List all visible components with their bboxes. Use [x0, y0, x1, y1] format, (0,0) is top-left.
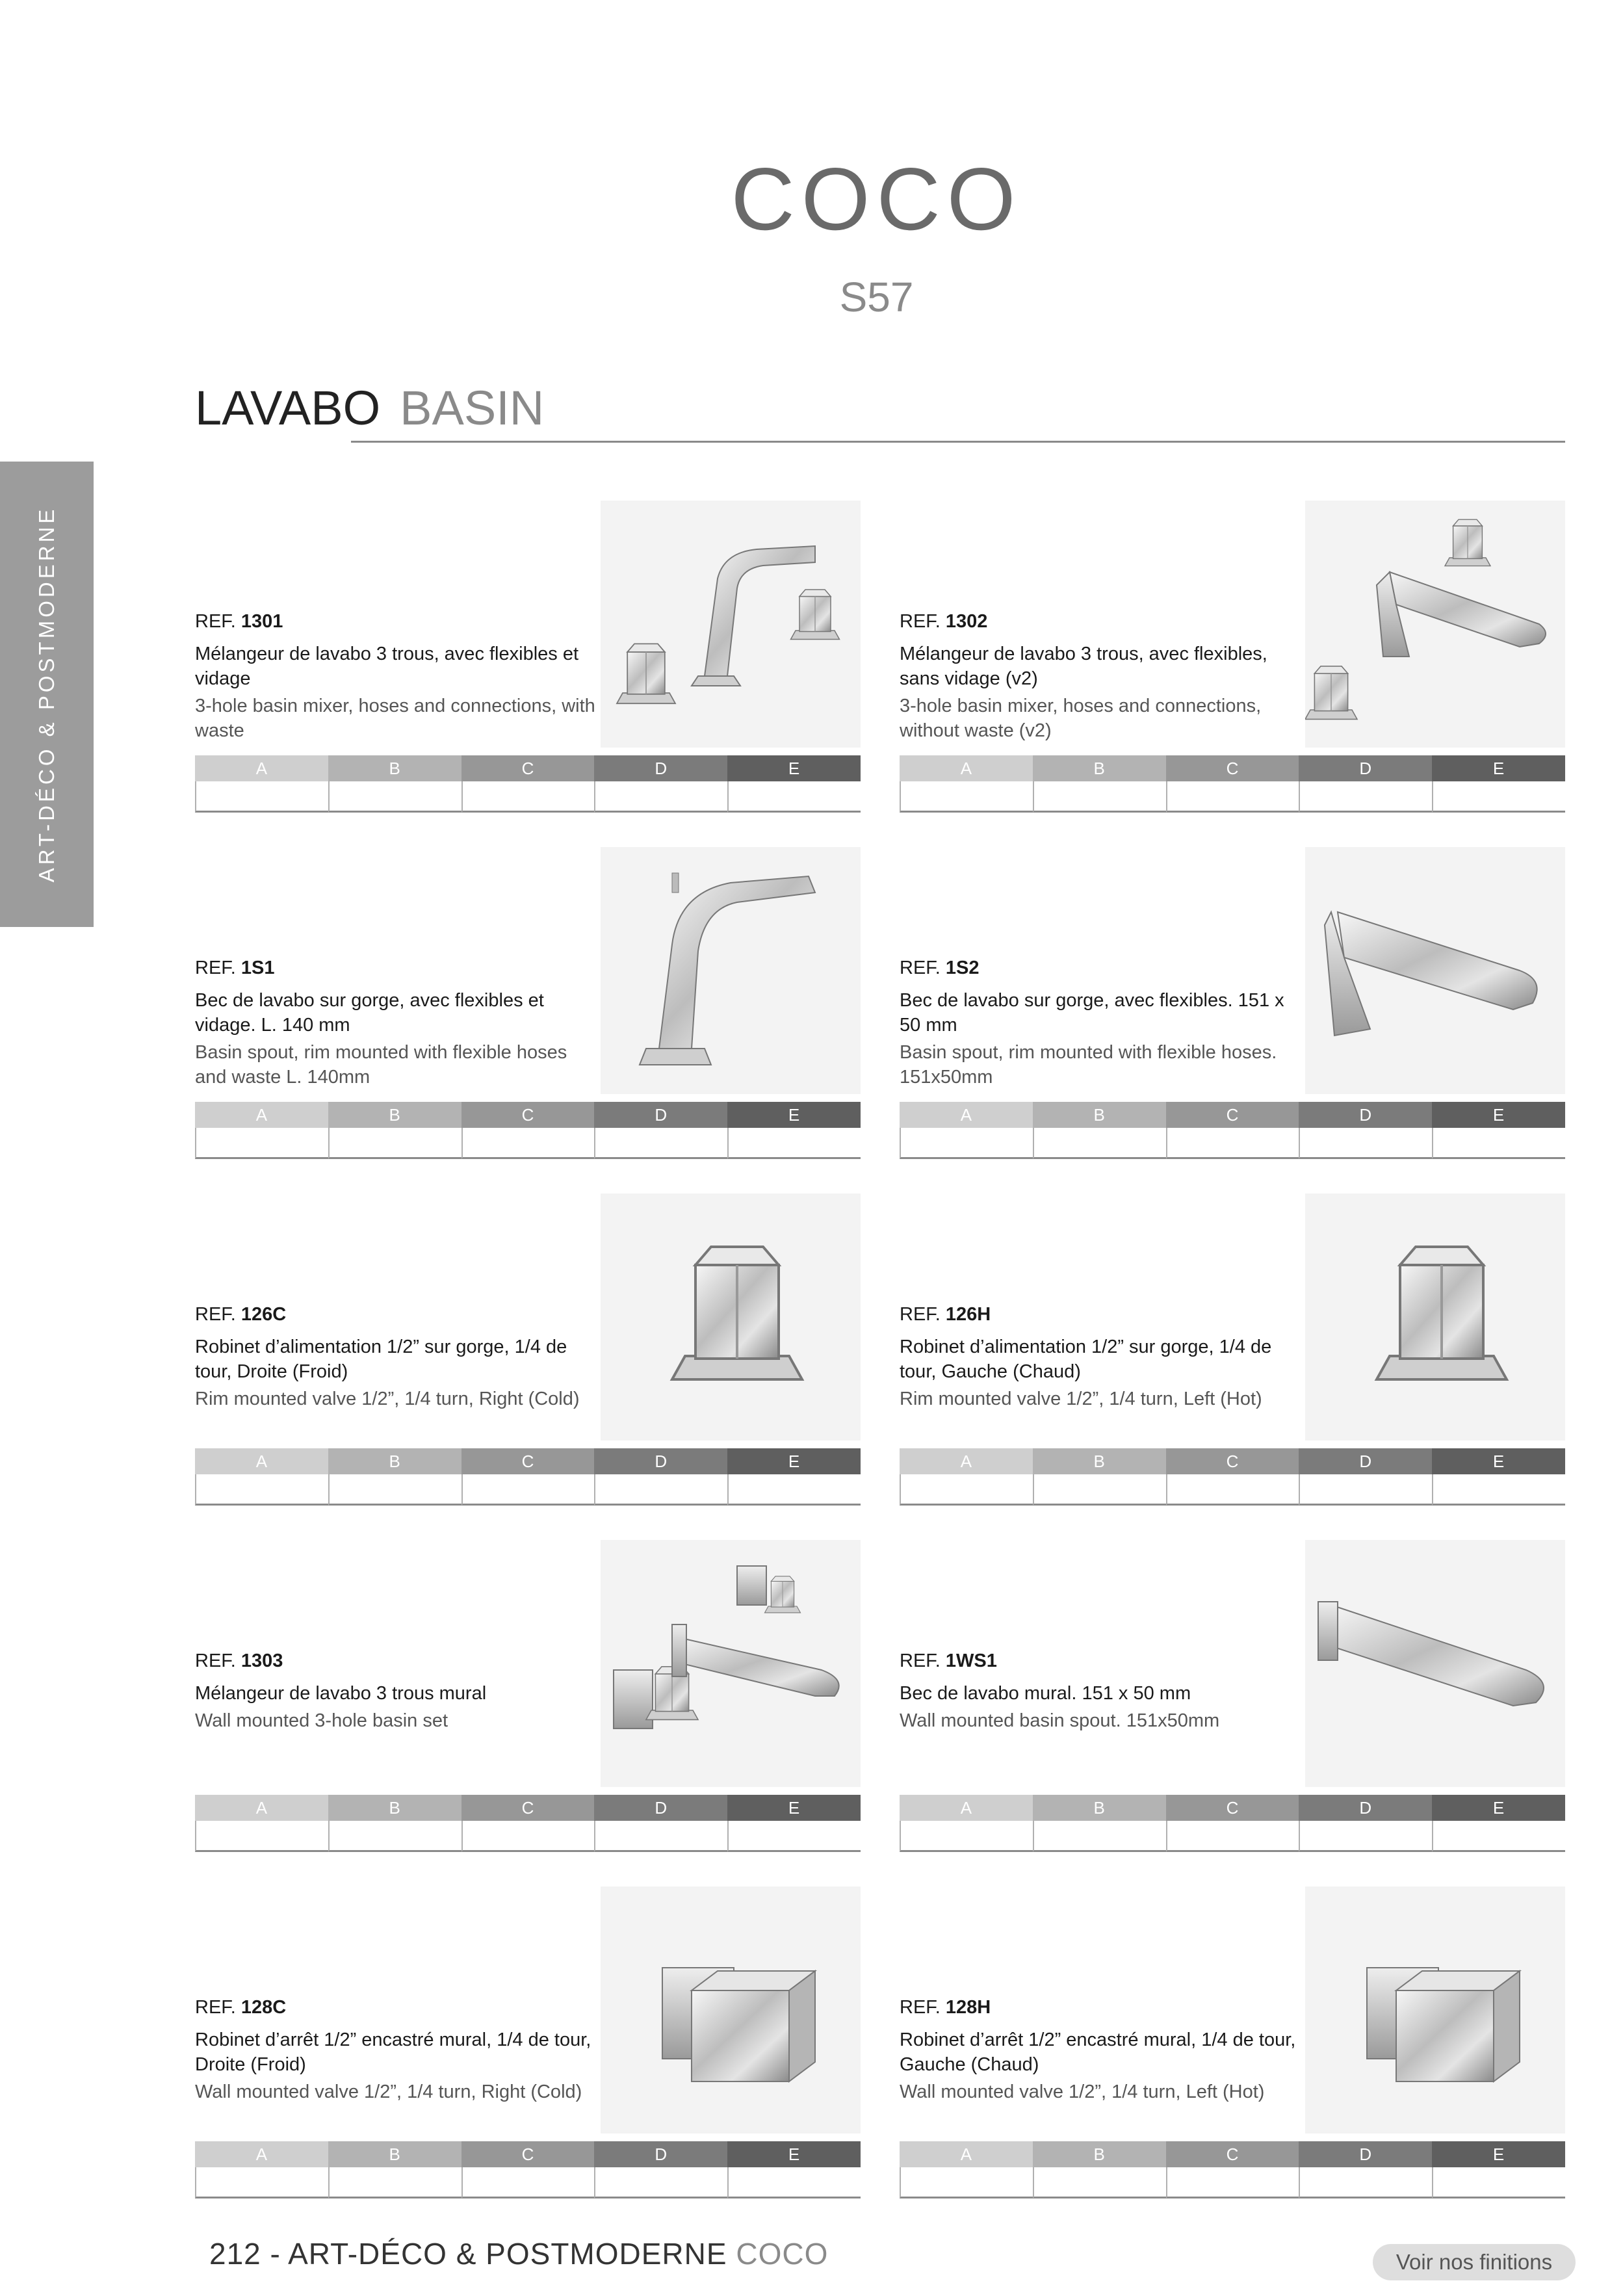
- rim-valve-image: [1305, 1194, 1565, 1441]
- ref-code: 126C: [240, 1304, 287, 1325]
- product-card-1s1: [195, 847, 861, 1159]
- finish-column-c: [461, 755, 595, 813]
- finish-column-d: [594, 1102, 727, 1159]
- finish-column-a: [900, 2141, 1033, 2198]
- product-card-1302: [900, 501, 1565, 813]
- product-text: [195, 958, 598, 1089]
- finish-cell-e: [727, 1821, 861, 1852]
- finish-column-c: [1166, 1795, 1299, 1852]
- finish-column-d: [1299, 1102, 1432, 1159]
- finish-header-a: A: [900, 2141, 1033, 2167]
- rim-valve-illustration: [1305, 1194, 1565, 1441]
- finish-column-c: [461, 2141, 595, 2198]
- product-description-fr: Robinet d’alimentation 1/2” sur gorge, 1/4 de tour, Gauche (Chaud): [900, 1337, 1272, 1382]
- finish-column-e: [727, 1102, 861, 1159]
- finish-table: [195, 2141, 861, 2198]
- finish-cell-b: [1033, 1128, 1166, 1159]
- finish-column-b: [1033, 1795, 1166, 1852]
- finish-column-b: [328, 755, 461, 813]
- finish-column-d: [594, 1795, 727, 1852]
- finish-header-b: B: [328, 755, 461, 781]
- finish-header-b: B: [1033, 1448, 1166, 1474]
- section-title-fr: LAVABO: [195, 381, 381, 435]
- finish-cell-c: [1166, 781, 1299, 813]
- finish-header-e: E: [727, 1448, 861, 1474]
- finish-column-e: [727, 1795, 861, 1852]
- side-category-tab: [0, 462, 94, 927]
- finish-header-a: A: [195, 755, 328, 781]
- finish-header-e: E: [1432, 1795, 1565, 1821]
- finish-column-a: [195, 1448, 328, 1506]
- finish-cell-a: [195, 781, 328, 813]
- finish-header-a: A: [195, 1448, 328, 1474]
- product-description-fr: Mélangeur de lavabo 3 trous mural: [195, 1683, 487, 1704]
- product-text: [195, 611, 598, 743]
- product-description-en: 3-hole basin mixer, hoses and connections, with waste: [195, 696, 595, 741]
- footer-collection: COCO: [736, 2237, 829, 2271]
- finish-cell-d: [1299, 2167, 1432, 2198]
- product-description-fr: Robinet d’alimentation 1/2” sur gorge, 1/4 de tour, Droite (Froid): [195, 1337, 567, 1382]
- finish-cell-a: [195, 2167, 328, 2198]
- ref-prefix: REF.: [195, 1997, 241, 2018]
- finish-column-b: [328, 2141, 461, 2198]
- finish-cell-b: [328, 1821, 461, 1852]
- section-title: [195, 380, 544, 436]
- finish-cell-e: [1432, 1821, 1565, 1852]
- product-card-1301: [195, 501, 861, 813]
- finish-header-d: D: [1299, 755, 1432, 781]
- finish-cell-c: [1166, 2167, 1299, 2198]
- finish-cell-a: [195, 1128, 328, 1159]
- finish-cell-c: [1166, 1821, 1299, 1852]
- finish-header-e: E: [1432, 2141, 1565, 2167]
- see-finishes-button[interactable]: Voir nos finitions: [1373, 2244, 1576, 2280]
- three-hole-mixer-image: [601, 501, 861, 748]
- finish-column-a: [900, 1795, 1033, 1852]
- finish-header-b: B: [328, 2141, 461, 2167]
- finish-column-c: [461, 1448, 595, 1506]
- finish-header-b: B: [1033, 1795, 1166, 1821]
- finish-cell-b: [1033, 2167, 1166, 2198]
- series-code: S57: [839, 274, 914, 320]
- finish-header-b: B: [1033, 755, 1166, 781]
- product-card-1s2: [900, 847, 1565, 1159]
- finish-header-c: C: [461, 2141, 595, 2167]
- finish-column-c: [461, 1795, 595, 1852]
- finish-header-e: E: [727, 1795, 861, 1821]
- ref-prefix: REF.: [195, 958, 241, 978]
- wall-valve-illustration: [601, 1886, 861, 2133]
- finish-header-a: A: [900, 1448, 1033, 1474]
- product-ref: [900, 1997, 1303, 2018]
- footer-separator: -: [261, 2237, 289, 2271]
- finish-cell-a: [900, 1821, 1033, 1852]
- finish-header-a: A: [195, 2141, 328, 2167]
- ref-prefix: REF.: [900, 1304, 946, 1325]
- flat-spout-image: [1305, 847, 1565, 1094]
- finish-cell-e: [1432, 781, 1565, 813]
- finish-column-e: [727, 2141, 861, 2198]
- product-description-en: Rim mounted valve 1/2”, 1/4 turn, Right (Cold): [195, 1389, 580, 1409]
- finish-cell-b: [1033, 1474, 1166, 1506]
- finish-column-e: [1432, 1102, 1565, 1159]
- finish-cell-d: [1299, 781, 1432, 813]
- finish-column-b: [328, 1102, 461, 1159]
- finish-header-d: D: [1299, 1795, 1432, 1821]
- flat-spout-illustration: [1305, 847, 1565, 1094]
- finish-cell-b: [328, 2167, 461, 2198]
- finish-header-d: D: [1299, 1102, 1432, 1128]
- product-card-126h: [900, 1194, 1565, 1506]
- ref-prefix: REF.: [900, 958, 946, 978]
- finish-cell-d: [594, 1821, 727, 1852]
- wall-valve-image: [1305, 1886, 1565, 2133]
- finish-column-a: [900, 1102, 1033, 1159]
- brand-title: COCO: [731, 150, 1022, 248]
- finish-header-b: B: [1033, 2141, 1166, 2167]
- product-description-fr: Mélangeur de lavabo 3 trous, avec flexibles et vidage: [195, 644, 579, 689]
- ref-code: 128C: [240, 1997, 287, 2018]
- product-description-en: Wall mounted valve 1/2”, 1/4 turn, Right (Cold): [195, 2081, 582, 2102]
- product-card-128h: [900, 1886, 1565, 2198]
- finish-cell-d: [594, 781, 727, 813]
- ref-prefix: REF.: [900, 1650, 946, 1671]
- product-ref: [195, 611, 598, 633]
- finish-cell-c: [461, 781, 595, 813]
- finish-table: [900, 755, 1565, 813]
- three-hole-mixer-flat-illustration: [1305, 501, 1565, 748]
- finish-table: [900, 1795, 1565, 1852]
- finish-cell-b: [1033, 781, 1166, 813]
- finish-header-b: B: [328, 1448, 461, 1474]
- finish-header-e: E: [727, 1102, 861, 1128]
- finish-cell-e: [727, 2167, 861, 2198]
- finish-cell-a: [900, 1128, 1033, 1159]
- finish-column-a: [195, 1102, 328, 1159]
- finish-header-d: D: [1299, 2141, 1432, 2167]
- ref-prefix: REF.: [900, 1997, 946, 2018]
- finish-header-d: D: [594, 755, 727, 781]
- finish-cell-e: [727, 1128, 861, 1159]
- finish-header-d: D: [1299, 1448, 1432, 1474]
- side-category-label: ART-DÉCO & POSTMODERNE: [34, 506, 58, 883]
- product-text: [900, 1997, 1303, 2104]
- finish-cell-e: [1432, 1128, 1565, 1159]
- finish-header-c: C: [1166, 1448, 1299, 1474]
- finish-column-b: [1033, 1448, 1166, 1506]
- three-hole-mixer-illustration: [601, 501, 861, 748]
- product-description-en: Wall mounted basin spout. 151x50mm: [900, 1710, 1220, 1731]
- arched-spout-image: [601, 847, 861, 1094]
- three-hole-mixer-flat-image: [1305, 501, 1565, 748]
- finish-cell-c: [461, 1821, 595, 1852]
- ref-code: 126H: [945, 1304, 991, 1325]
- product-text: [900, 611, 1303, 743]
- product-description-fr: Bec de lavabo sur gorge, avec flexibles. 151 x 50 mm: [900, 990, 1284, 1036]
- finish-column-d: [1299, 1795, 1432, 1852]
- finish-column-a: [195, 1795, 328, 1852]
- ref-prefix: REF.: [195, 1304, 241, 1325]
- finish-header-e: E: [727, 755, 861, 781]
- finish-header-d: D: [594, 1448, 727, 1474]
- ref-code: 1301: [240, 611, 283, 632]
- wall-spout-image: [1305, 1540, 1565, 1787]
- finish-cell-d: [594, 1128, 727, 1159]
- product-description-fr: Mélangeur de lavabo 3 trous, avec flexibles, sans vidage (v2): [900, 644, 1267, 689]
- finish-cell-d: [1299, 1821, 1432, 1852]
- finish-column-d: [1299, 755, 1432, 813]
- product-description-en: Wall mounted valve 1/2”, 1/4 turn, Left (Hot): [900, 2081, 1265, 2102]
- page-number: 212: [209, 2237, 261, 2271]
- finish-header-c: C: [1166, 1102, 1299, 1128]
- finish-header-e: E: [1432, 1448, 1565, 1474]
- ref-code: 1303: [240, 1650, 283, 1671]
- finish-cell-b: [328, 1128, 461, 1159]
- finish-column-d: [594, 755, 727, 813]
- rim-valve-image: [601, 1194, 861, 1441]
- finish-table: [900, 2141, 1565, 2198]
- finish-header-c: C: [1166, 1795, 1299, 1821]
- wall-three-hole-image: [601, 1540, 861, 1787]
- finish-header-a: A: [195, 1795, 328, 1821]
- product-card-126c: [195, 1194, 861, 1506]
- finish-header-e: E: [727, 2141, 861, 2167]
- page-footer: [209, 2236, 828, 2271]
- finish-column-b: [1033, 755, 1166, 813]
- finish-cell-a: [900, 781, 1033, 813]
- product-description-fr: Robinet d’arrêt 1/2” encastré mural, 1/4 de tour, Gauche (Chaud): [900, 2029, 1296, 2075]
- product-description-fr: Bec de lavabo mural. 151 x 50 mm: [900, 1683, 1191, 1704]
- finish-table: [195, 755, 861, 813]
- product-ref: [900, 611, 1303, 633]
- finish-cell-a: [195, 1821, 328, 1852]
- finish-table: [195, 1795, 861, 1852]
- section-divider: [351, 441, 1565, 443]
- finish-header-c: C: [1166, 2141, 1299, 2167]
- footer-category: ART-DÉCO & POSTMODERNE: [288, 2237, 727, 2271]
- wall-spout-illustration: [1305, 1540, 1565, 1787]
- product-text: [900, 1650, 1303, 1733]
- finish-table: [195, 1448, 861, 1506]
- finish-header-b: B: [1033, 1102, 1166, 1128]
- finish-header-e: E: [1432, 1102, 1565, 1128]
- ref-prefix: REF.: [195, 1650, 241, 1671]
- finish-header-a: A: [900, 1795, 1033, 1821]
- finish-header-e: E: [1432, 755, 1565, 781]
- wall-valve-illustration: [1305, 1886, 1565, 2133]
- finish-cell-e: [1432, 1474, 1565, 1506]
- finish-cell-c: [1166, 1474, 1299, 1506]
- finish-column-d: [1299, 2141, 1432, 2198]
- rim-valve-illustration: [601, 1194, 861, 1441]
- finish-column-a: [900, 755, 1033, 813]
- finish-cell-c: [461, 2167, 595, 2198]
- finish-cell-e: [727, 781, 861, 813]
- finish-header-b: B: [328, 1795, 461, 1821]
- finish-header-d: D: [594, 1795, 727, 1821]
- finish-cell-c: [1166, 1128, 1299, 1159]
- product-description-en: Basin spout, rim mounted with flexible hoses and waste L. 140mm: [195, 1042, 567, 1088]
- finish-cell-a: [900, 2167, 1033, 2198]
- product-ref: [195, 958, 598, 979]
- finish-column-b: [1033, 1102, 1166, 1159]
- finish-header-d: D: [594, 2141, 727, 2167]
- finish-cell-a: [900, 1474, 1033, 1506]
- finish-table: [900, 1102, 1565, 1159]
- finish-cell-d: [1299, 1128, 1432, 1159]
- product-text: [195, 1650, 598, 1733]
- wall-three-hole-illustration: [601, 1540, 861, 1787]
- ref-prefix: REF.: [900, 611, 946, 632]
- wall-valve-image: [601, 1886, 861, 2133]
- finish-cell-b: [1033, 1821, 1166, 1852]
- finish-cell-d: [594, 1474, 727, 1506]
- finish-column-c: [1166, 2141, 1299, 2198]
- finish-cell-d: [594, 2167, 727, 2198]
- finish-table: [195, 1102, 861, 1159]
- finish-column-d: [594, 2141, 727, 2198]
- product-ref: [900, 1304, 1303, 1325]
- arched-spout-illustration: [601, 847, 861, 1094]
- finish-column-e: [1432, 2141, 1565, 2198]
- product-description-fr: Bec de lavabo sur gorge, avec flexibles et vidage. L. 140 mm: [195, 990, 544, 1036]
- product-text: [195, 1997, 598, 2104]
- finish-column-a: [195, 755, 328, 813]
- product-card-1303: [195, 1540, 861, 1852]
- finish-cell-b: [328, 781, 461, 813]
- ref-code: 128H: [945, 1997, 991, 2018]
- ref-code: 1S2: [945, 958, 980, 978]
- product-card-1ws1: [900, 1540, 1565, 1852]
- product-text: [195, 1304, 598, 1411]
- finish-column-c: [461, 1102, 595, 1159]
- finish-header-c: C: [461, 1448, 595, 1474]
- finish-cell-e: [1432, 2167, 1565, 2198]
- product-ref: [900, 1650, 1303, 1672]
- finish-column-d: [594, 1448, 727, 1506]
- finish-column-c: [1166, 1448, 1299, 1506]
- product-ref: [195, 1304, 598, 1325]
- product-description-en: 3-hole basin mixer, hoses and connections, without waste (v2): [900, 696, 1262, 741]
- finish-cell-c: [461, 1128, 595, 1159]
- product-ref: [195, 1650, 598, 1672]
- finish-header-c: C: [461, 1795, 595, 1821]
- finish-header-a: A: [900, 1102, 1033, 1128]
- finish-column-b: [328, 1795, 461, 1852]
- product-card-128c: [195, 1886, 861, 2198]
- ref-prefix: REF.: [195, 611, 241, 632]
- finish-column-e: [727, 1448, 861, 1506]
- product-description-fr: Robinet d’arrêt 1/2” encastré mural, 1/4 de tour, Droite (Froid): [195, 2029, 591, 2075]
- product-description-en: Wall mounted 3-hole basin set: [195, 1710, 448, 1731]
- finish-column-e: [1432, 755, 1565, 813]
- finish-column-a: [900, 1448, 1033, 1506]
- finish-column-d: [1299, 1448, 1432, 1506]
- finish-header-c: C: [461, 1102, 595, 1128]
- finish-header-c: C: [461, 755, 595, 781]
- finish-header-c: C: [1166, 755, 1299, 781]
- finish-cell-c: [461, 1474, 595, 1506]
- finish-header-a: A: [195, 1102, 328, 1128]
- finish-column-b: [1033, 2141, 1166, 2198]
- product-description-en: Basin spout, rim mounted with flexible hoses. 151x50mm: [900, 1042, 1277, 1088]
- finish-column-e: [1432, 1448, 1565, 1506]
- finish-cell-d: [1299, 1474, 1432, 1506]
- finish-column-e: [1432, 1795, 1565, 1852]
- finish-header-a: A: [900, 755, 1033, 781]
- ref-code: 1302: [945, 611, 988, 632]
- section-title-en: BASIN: [400, 381, 545, 435]
- finish-column-b: [328, 1448, 461, 1506]
- finish-table: [900, 1448, 1565, 1506]
- finish-cell-e: [727, 1474, 861, 1506]
- finish-header-b: B: [328, 1102, 461, 1128]
- finish-header-d: D: [594, 1102, 727, 1128]
- finish-cell-a: [195, 1474, 328, 1506]
- finish-column-e: [727, 755, 861, 813]
- ref-code: 1S1: [240, 958, 275, 978]
- product-text: [900, 1304, 1303, 1411]
- product-ref: [195, 1997, 598, 2018]
- product-text: [900, 958, 1303, 1089]
- product-description-en: Rim mounted valve 1/2”, 1/4 turn, Left (Hot): [900, 1389, 1262, 1409]
- finish-cell-b: [328, 1474, 461, 1506]
- ref-code: 1WS1: [945, 1650, 997, 1671]
- product-ref: [900, 958, 1303, 979]
- finish-column-a: [195, 2141, 328, 2198]
- finish-column-c: [1166, 755, 1299, 813]
- finish-column-c: [1166, 1102, 1299, 1159]
